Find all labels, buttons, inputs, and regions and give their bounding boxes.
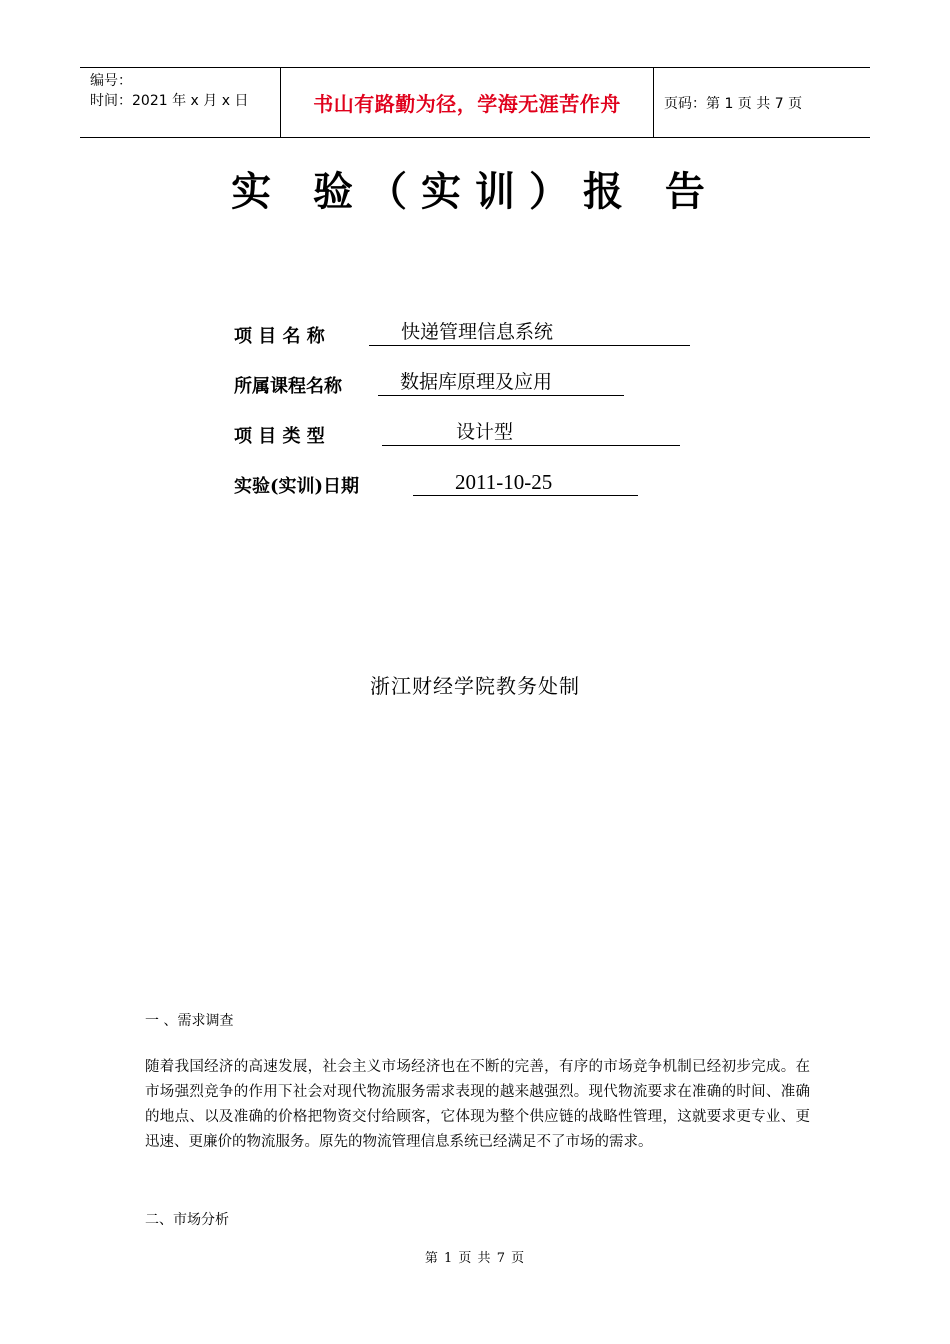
page-number-cell xyxy=(654,68,870,137)
page-footer: 第 1 页 共 7 页 xyxy=(424,1251,526,1266)
time-label: 时间：2021 年 x 月 x 日 xyxy=(90,93,249,109)
date-label: 实验(实训)日期 xyxy=(234,476,360,497)
project-type-label: 项 目 类 型 xyxy=(234,426,325,447)
motto-text: 书山有路勤为径，学海无涯苦作舟 xyxy=(313,92,621,116)
project-name-label: 项 目 名 称 xyxy=(234,326,325,347)
document-header-table xyxy=(80,67,870,138)
motto-cell xyxy=(281,68,654,137)
section-1-paragraph: 随着我国经济的高速发展，社会主义市场经济也在不断的完善，有序的市场竞争机制已经初步完成。在市场强烈竞争的作用下社会对现代物流服务需求表现的越来越强烈。现代物流要求在准确的时间、准确的地点、以及准确的价格把物资交付给顾客，它体现为整个供应链的战略性管理，这就要求更专业、更迅速、更廉价的物流服务。原先的物流管理信息系统已经满足不了市场的需求。 xyxy=(145,1059,810,1150)
issuing-office: 浙江财经学院教务处制 xyxy=(370,674,580,698)
project-name-value: 快递管理信息系统 xyxy=(369,320,690,346)
page-label: 页码：第 1 页 共 7 页 xyxy=(664,95,803,112)
header-meta-cell xyxy=(80,68,281,137)
project-type-value: 设计型 xyxy=(382,420,680,446)
course-label: 所属课程名称 xyxy=(234,376,342,397)
course-value: 数据库原理及应用 xyxy=(378,370,624,396)
date-value: 2011-10-25 xyxy=(413,470,638,496)
number-label: 编号： xyxy=(90,73,132,89)
section-2-heading: 二、市场分析 xyxy=(145,1212,229,1228)
report-title: 实 验（实训）报 告 xyxy=(231,168,719,215)
section-1-heading: 一 、需求调查 xyxy=(145,1013,234,1029)
